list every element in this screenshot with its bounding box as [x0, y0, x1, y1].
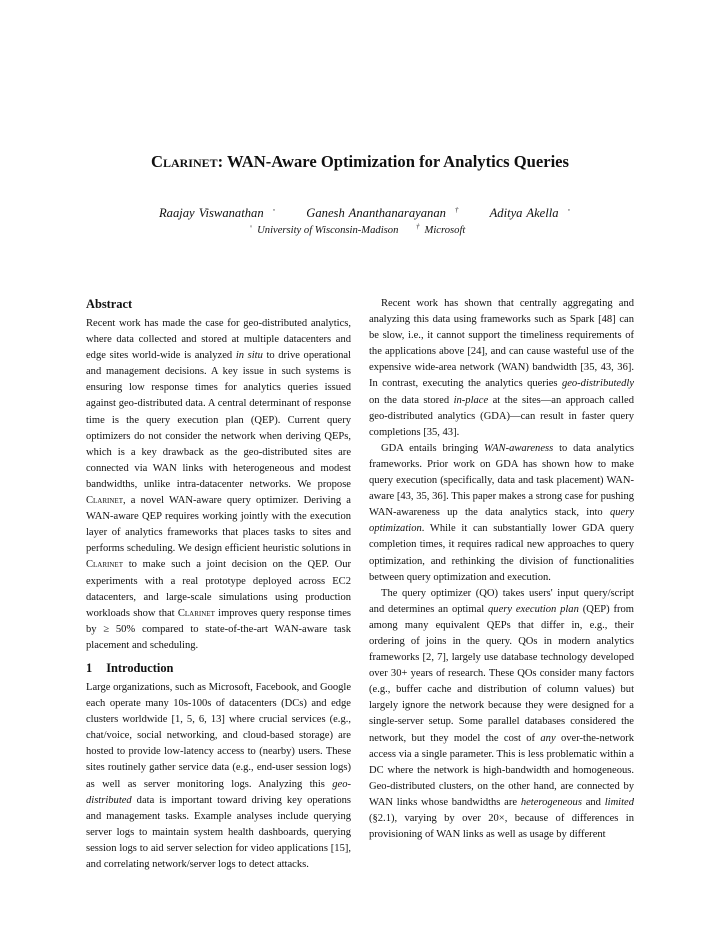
author: Raajay Viswanathan ◦	[158, 205, 276, 220]
left-column	[86, 296, 351, 873]
affiliation: ◦ University of Wisconsin-Madison	[249, 222, 399, 236]
abstract-heading: Abstract	[86, 297, 133, 311]
right-column	[369, 296, 634, 843]
intro-paragraph-2: Recent work has shown that centrally aggregating and analyzing this data using frameworks such as Spark [48] can be slow, i.e., it cannot support the timeliness requirements of the applications above [24], and can cause wasteful use of the expensive wide-area network (WAN) bandwidth [35, 43, 36]. In contrast, executing the analytics queries geo-distributedly on the data stored in-place at the sites—an approach called geo-distributed analytics (GDA)—can result in faster query completions [35, 43].	[369, 298, 634, 438]
section-heading-introduction: 1 Introduction	[86, 660, 174, 675]
intro-paragraph-4: The query optimizer (QO) takes users' input query/script and determines an optimal query execution plan (QEP) from among many equivalent QEPs that differ in, e.g., their ordering of joins in the query. QOs in modern analytics frameworks [2, 7], largely use database technology developed over 30+ years of research. These QOs consider many factors (e.g., buffer cache and distribution of column values) but largely ignore the network because they were designed for a single-server setup. Some parallel databases considered the network, but they model the cost of any over-the-network access via a single parameter. This is less problematic within a DC where the network is high-bandwidth and homogeneous. Geo-distributed clusters, on the other hand, are connected by WAN links whose bandwidths are heterogeneous and limited (§2.1), varying by over 20×, because of differences in provisioning of WAN links as well as usage by different	[369, 587, 635, 841]
intro-paragraph-3: GDA entails bringing WAN-awareness to data analytics frameworks. Prior work on GDA has shown how to make query execution (specifically, data and task placement) WAN-aware [43, 35, 36]. This paper makes a strong case for pushing WAN-awareness up the data analytics stack, into query optimization. While it can substantially lower GDA query completion times, it requires radical new approaches to query optimization, and rethinking the division of functionalities between query optimization and execution.	[369, 442, 634, 583]
title-system-name: Clarinet	[150, 152, 218, 171]
author: Aditya Akella ◦	[489, 205, 571, 220]
author: Ganesh Ananthanarayanan †	[306, 205, 459, 220]
affiliation-list	[0, 222, 720, 236]
affiliation: † Microsoft	[416, 222, 466, 236]
paper-title	[0, 152, 720, 172]
intro-paragraph-1: Large organizations, such as Microsoft, Facebook, and Google each operate many 10s-100s of datacenters (DCs) and edge clusters worldwide [1, 5, 6, 13] where crucial services (e.g., chat/voice, social networking, and cloud-based storage) are hosted to provide low-latency access to (nearby) users. These sites routinely gather service data (e.g., end-user session logs) as well as server monitoring logs. Analyzing this geo-distributed data is important toward driving key operations and management tasks. Example analyses include querying server logs to maintain system health dashboards, querying session logs to aid server selection for video applications [15], and correlating network/server logs to detect attacks.	[86, 681, 351, 870]
title-rest: : WAN-Aware Optimization for Analytics Queries	[217, 152, 570, 171]
abstract-text: Recent work has made the case for geo-distributed analytics, where data collected and stored at multiple datacenters and edge sites world-wide is analyzed in situ to drive operational and management decisions. A key issue in such systems is ensuring low response times for analytics queries issued against geo-distributed data. A central determinant of response time is the query execution plan (QEP). Current query optimizers do not consider the network when deriving QEPs, which is a key drawback as the geo-distributed sites are connected via WAN links with heterogeneous and modest bandwidths, unlike intra-datacenter networks. We propose Clarinet, a novel WAN-aware query optimizer. Deriving a WAN-aware QEP requires working jointly with the execution layer of analytics frameworks that places tasks to sites and performs scheduling. We design efficient heuristic solutions in Clarinet to make such a joint decision on the QEP. Our experiments with a real prototype deployed across EC2 datacenters, and large-scale simulations using production workloads show that Clarinet improves query response times by ≥ 50% compared to state-of-the-art WAN-aware task placement and scheduling.	[86, 318, 351, 651]
author-list	[0, 206, 720, 221]
